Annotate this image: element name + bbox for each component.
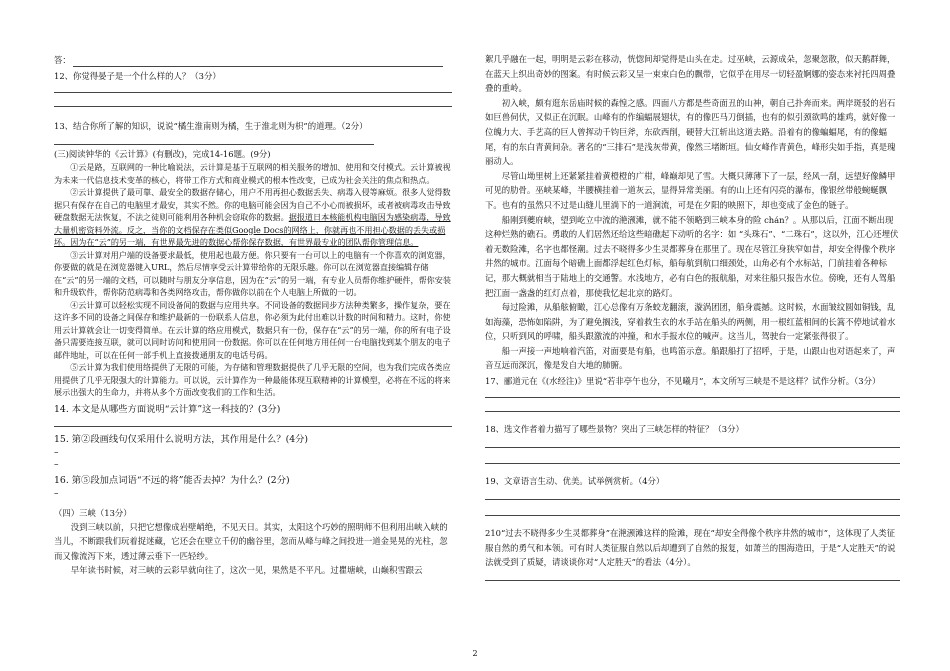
answer-line-18a[interactable] <box>485 446 900 448</box>
sec3-paragraph-1: ①云是路，互联网的一种比喻说法，云计算是基于互联网的相关服务的增加、使用和交付模式。云计算被视为未来一代信息技术变革的核心，将带工作方式和商业模式的根本性改变，已成为社会关注的焦点和热点。 <box>54 162 451 185</box>
sec3-paragraph-4: ④云计算可以轻松实现不同设备间的数据与应用共享。不同设备的数据同步方法种类繁多，操作复杂，要在这许多不同的设备之间保存和维护最新的一份联系人信息，你必须为此付出难以计数的时间和精力。这时，你使用云计算就会让一切变得简单。在云计算的络应用模式，数据只有一份，保存在“云”的另一端，你的所有电子设备只需要连接互联，就可以同时访问和使用同一份数据。你可以在任何地方用任何一台电脑找到某个朋友的电子邮件地址，可以在任何一部手机上直接拨通朋友的电话号码。 <box>54 299 451 360</box>
answer-line-13[interactable] <box>54 143 374 145</box>
answer-line-19b[interactable] <box>485 514 900 516</box>
answer-line-20[interactable] <box>485 579 900 581</box>
sec4-paragraph-2: 早年读书时候，对三峡的云彩早就向往了，这次一见，果然是不平凡。过瞿塘峡，山巅积雪跟云 <box>70 565 423 575</box>
answer-blank[interactable] <box>73 66 443 67</box>
question-17: 17、郦道元在《(水经注)》里说“若非亭午也分，不见曦月”，本文所写三峡是不是这样？试作分析。（3分） <box>485 376 881 387</box>
left-column <box>54 0 452 671</box>
page-number: 2 <box>472 649 478 658</box>
sec3-underlined-sentence: 据报道日本核能机构电脑因为感染病毒，导致大量机密资料外流。反之，当你的文档保存在类似Google Docs的网络上，你就再也不用担心数据的丢失或损坏。因为在“云”的另一端，有世界最先进的数据心帮你保存数据，有世界最专业的团队帮你管理信息。 <box>54 212 451 247</box>
question-13: 13、结合你所了解的知识，说说“橘生淮南则为橘，生于淮北则为枳”的道理。（2分） <box>54 121 368 131</box>
answer-line-14[interactable] <box>54 425 452 427</box>
answer-dash-16[interactable]: – <box>54 488 59 499</box>
answer-line-17b[interactable] <box>485 410 900 412</box>
answer-line-17a[interactable] <box>485 396 900 398</box>
question-18: 18、选文作者着力描写了哪些景物？突出了三峡怎样的特征？（3分） <box>485 424 744 435</box>
answer-dash-15b[interactable]: – <box>54 459 59 470</box>
answer-line-18b[interactable] <box>485 462 900 464</box>
question-14: 14. 本文是从哪些方面说明“云计算”这一科技的？(3分) <box>54 403 281 415</box>
passage-paragraph-1: 絮几乎融在一起，明明是云彩在移动，恍惚间却觉得是山头在走。过巫峡，云源成朵，忽聚忽散，似天鹅群舞，在蓝天上织出奇妙的图案。有时候云彩又呈一束束白色的飘带，它似乎在用尽一切轻盈婀娜的姿态来衬托四周叠叠的重岭。 <box>485 54 896 94</box>
answer-line-19a[interactable] <box>485 498 900 500</box>
answer-prefix: 答： <box>54 55 71 65</box>
sec3-paragraph-3: ③云计算对用户端的设备要求最低，使用起也最方便。你只要有一台可以上的电脑有一个你喜欢的浏览器，你要做的就是在浏览器键入URL，然后尽情享受云计算带给你的无限乐趣。你可以在浏览器直接编辑存储在“云”的另一端的文档，可以随时与朋友分享信息，因为在“云”的另一端，有专业人员帮你维护硬件，帮你安装和升级软件，帮你防范病毒和各类网络攻击，帮你做你以前在个人电脑上所做的一切。 <box>54 249 451 297</box>
answer-line-12b[interactable] <box>54 105 452 107</box>
question-20: 210“过去不晓得多少生灵都葬身”在滟滪滩这样的险滩，现在“却安全得像个秩序井然的城市”，这体现了人类征服自然的勇气和本领。可有时人类征服自然以后却遭到了自然的报复，如萧兰的围海造田，于是“人定胜天”的说法就受到了质疑，请谈谈你对“人定胜天”的看法（4分）。 <box>485 528 896 568</box>
question-16: 16. 第⑤段加点词语“不远的将”能否去掉？为什么？(2分) <box>54 474 290 486</box>
passage-paragraph-3: 尽管山坳里树上还紧紧挂着黄橙橙的广柑，峰巅却见了雪。大概只薄薄下了一层，经风一刮，远望好像鳞甲可见的肋骨。巫峡某峰，半腰横挂着一道灰云，显得异常美丽。有的山上还有闪亮的瀑布，像银丝带般蜿蜒飘下。也有的虽然只不过是山缝儿里淌下的一道涧流，可是在夕阳的映照下，却也变成了金色的链子。 <box>485 170 896 210</box>
answer-dash-15a[interactable]: – <box>54 447 59 458</box>
sec3-paragraph-5: ⑤云计算为我们使用络提供了无限的可能，为存储和管理数据提供了几乎无限的空间，也为我们完成各类应用提供了几乎无限强大的计算能力。可以说，云计算作为一种最能体现互联精神的计算模型，必将在不远的将来展示出强大的生命力，并将从多个方面改变我们的工作和生活。 <box>54 362 451 397</box>
passage-paragraph-6: 船一声接一声地响着汽笛，对面要是有船，也鸣笛示意。船跟船打了招呼，于是，山跟山也对语起来了，声音互远而深沉，像是发自大地的肺腑。 <box>485 345 896 371</box>
sec3-paragraph-2-a: ②云计算提供了最可靠、最安全的数据存储心，用户不用再担心数据丢失、病毒入侵等麻烦。很多人觉得数据只有保存在自己的电脑里才最安，其实不然。你的电脑可能会因为自己不小心而被损坏，或者被病毒攻击导致硬盘数据无法恢复，不法之徒则可能利用各种机会窃取你的数据。 <box>54 187 451 222</box>
question-19: 19、文章语言生动、优美。试举例赏析。（4分） <box>485 476 665 487</box>
answer-line <box>54 53 452 67</box>
passage-paragraph-5: 每过险滩，从船舷俯瞰，江心总像有万条蛟龙翻滚，漩涡团团，船身震撼。这时候，水面皱纹圆如铜钱，乱如海藻，恐怖如陷阱，为了避免搁浅，穿着救生衣的水手站在船头的两侧，用一根红蓝相间的长篙不停地试着水位，只听到风的呼啸，船头跟激流的冲撞，和水手报水位的喊声。这当儿，驾驶台一定紧张得很了。 <box>485 302 896 342</box>
right-column <box>485 0 900 671</box>
answer-line-12a[interactable] <box>54 91 452 93</box>
question-12: 12、你觉得晏子是一个什么样的人？（3分） <box>54 71 221 81</box>
passage-paragraph-2: 初入峡，颇有逛东岳庙时候的森惶之感。四面八方都是些奇面丑的山神，朝自己扑奔而来。两岸斑驳的岩石如巨兽伺伏，又似正在沉眠。山峰有的作编蝠展翅状，有的像匹马刀倒插，也有的似引颈欲鸣的雄鸡，就好像一位魄力大、手艺高的巨人曾挥动千钧巨斧，东砍西削，硬替大江斩出这道去路。沿着有的像蝙蝠尾，有的像蝠尾，有的东白青黄间杂。著名的“三排石”是浅灰带黄，像然三堵断垣。仙女峰作青黄色，峰形尖如手指，真是瑰丽动人。 <box>485 97 896 167</box>
section-4-title: （四）三峡（13分） <box>54 507 132 518</box>
passage-paragraph-4: 船刚到夔府峡，望到屹立中流的滟滪滩，就不能不领略到三峡本身的险 chán？。从那以后，江面不断出现这种烂熟的礁石。勇敢的人们居然还给这些暗礁起下动听的名字：如 “头珠石”、“二珠石”，这以外，江心还埋伏着无数险滩，名字也都怪潮。过去不晓得多少生灵都葬身在那里了。现在尽管江身狭窄如昔，却安全得像个秩序井然的城市。江面每个暗礁上面都浮起红色灯标，船每航到航口细颈处，山角必有个水标站，门前挂着各种标记，那大概就相当于陆地上的交通警。水浅地方，必有白色的报航船，对来往船只报告水位。傍晚，还有人驾船把江面一盏盏的红灯点着，那使我忆起北京的路灯。 <box>485 214 899 298</box>
sec3-paragraph-2 <box>54 186 452 249</box>
sec4-paragraph-1: 没到三峡以前，只把它想像成岩壁峭绝，不见天日。其实，太阳这个巧妙的照明师不但利用出峡入峡的当儿，不断跟我们玩着捉迷藏，它还会在壁立千仞的幽谷里，忽而从峰与峰之间投进一道金晃晃的光柱，忽而又像流泻下来，透过薄云垂下一匹轻纱。 <box>54 521 448 561</box>
question-15: 15. 第②段画线句仅采用什么说明方法，其作用是什么？(4分) <box>54 433 309 445</box>
section-3-title: (三)阅读钟华的《云计算》(有删改)，完成14-16题。(9分) <box>54 149 271 159</box>
